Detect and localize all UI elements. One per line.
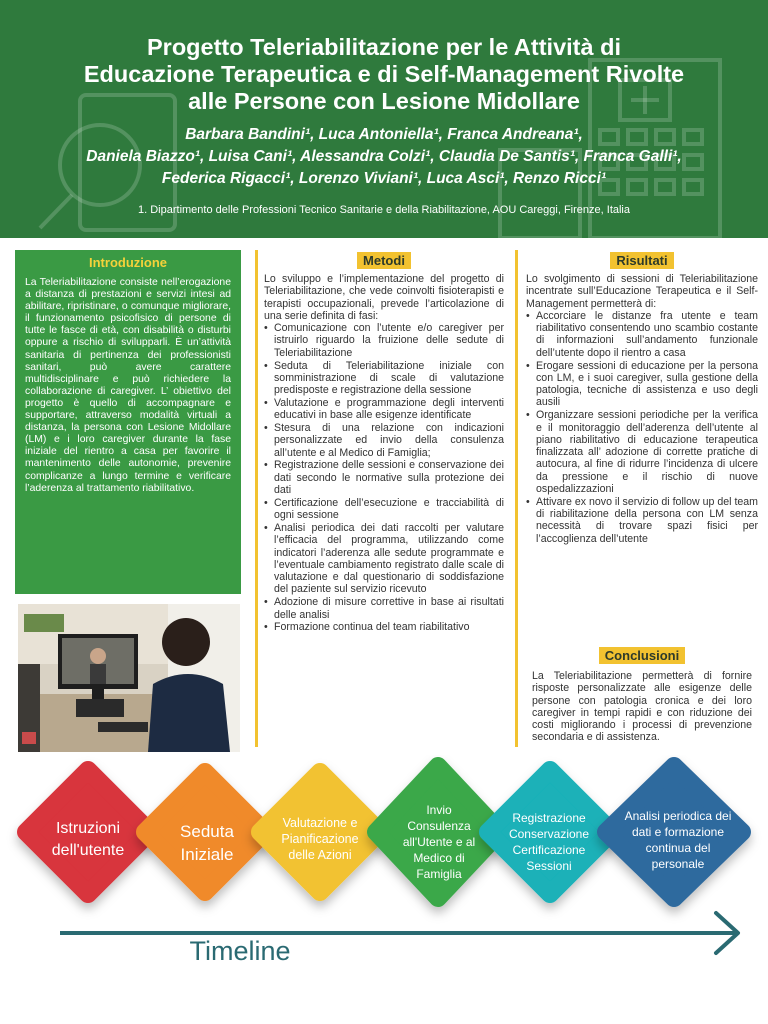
author-list — [0, 124, 768, 190]
author-line: Barbara Bandini¹, Luca Antoniella¹, Franca Andreana¹, — [185, 126, 583, 143]
step-label-line: Valutazione e — [282, 816, 358, 830]
step-label-line: continua del — [645, 841, 711, 855]
step-label-line: Iniziale — [180, 845, 234, 864]
list-item: • Erogare sessioni di educazione per la persona con LM, e i suoi caregiver, sulla gestione della patologia, tecniche di assistenza e uso degli ausili — [526, 360, 758, 409]
step-label-line: Conservazione — [508, 827, 590, 841]
conclusions-text: La Teleriabilitazione permetterà di fornire risposte personalizzate alle esigenze delle persone con patologia cronica e dei loro caregiver in tempi rapidi e con riduzione dei costi migliorando i processi di prevenzione secondaria e di assistenza. — [532, 670, 752, 744]
list-item: • Registrazione delle sessioni e conservazione dei dati secondo le normative sulla protezione dei dati — [264, 459, 504, 496]
timeline-step-2-label — [152, 820, 262, 866]
title-line: Educazione Terapeutica e di Self-Management Rivolte — [83, 61, 685, 87]
list-item: • Seduta di Teleriabilitazione iniziale con somministrazione di scale di valutazione predisposte e registrazione della sessione — [264, 360, 504, 397]
title-line: alle Persone con Lesione Midollare — [188, 88, 580, 114]
list-item: • Comunicazione con l’utente e/o caregiver per istruirlo riguardo la fruizione delle sedute di Teleriabilitazione — [264, 322, 504, 359]
step-label-line: dati e formazione — [631, 825, 725, 839]
telerehab-photo — [18, 604, 240, 752]
affiliation: 1. Dipartimento delle Professioni Tecnico Sanitarie e della Riabilitazione, AOU Careggi, Firenze, Italia — [138, 204, 630, 216]
step-label-line: delle Azioni — [288, 848, 352, 862]
results-list — [526, 310, 758, 545]
results-heading: Risultati — [610, 252, 673, 269]
conclusions-section — [532, 645, 752, 744]
list-item: • Adozione di misure correttive in base ai risultati delle analisi — [264, 596, 504, 621]
timeline-step-6-label — [604, 808, 752, 872]
step-label-line: Sessioni — [526, 859, 572, 873]
methods-text — [264, 273, 504, 634]
timeline-step-4-label — [380, 802, 498, 882]
step-label-line: Famiglia — [416, 867, 462, 881]
list-item: • Analisi periodica dei dati raccolti per valutare l’efficacia del programma, utilizzando come indicatori l’aderenza alle sedute programmate e l’eventuale cambiamento registrato dalle scale di valutazione e dal questionario di soddisfazione del paziente sul servizio ricevuto — [264, 522, 504, 596]
list-item: • Formazione continua del team riabilitativo — [264, 621, 504, 633]
list-item: • Organizzare sessioni periodiche per la verifica e il monitoraggio dell’aderenza dell’utente al piano riabilitativo di educazione terapeutica finalizzata all’ adozione di corrette pratiche di autocura, al fine di ridurre l’incidenza di ulcere da pressione e il rischio di nuove ospedalizzazioni — [526, 409, 758, 495]
step-label-line: personale — [651, 857, 705, 871]
results-text — [526, 273, 758, 545]
step-label-line: Certificazione — [512, 843, 586, 857]
methods-section — [264, 250, 504, 634]
column-divider — [255, 250, 258, 747]
list-item: • Attivare ex novo il servizio di follow up del team di riabilitazione della persona con LM senza necessità di trovare spazi fisici per l’accoglienza dell’utente — [526, 496, 758, 545]
column-divider — [515, 250, 518, 747]
timeline-step-5-label — [494, 810, 604, 874]
poster-title — [0, 34, 768, 115]
timeline-step-1-label — [28, 818, 148, 862]
list-item: • Valutazione e programmazione degli interventi educativi in base alle esigenze identificate — [264, 397, 504, 422]
step-label-line: all'Utente e al — [402, 835, 476, 849]
list-item: • Certificazione dell’esecuzione e tracciabilità di ogni sessione — [264, 497, 504, 522]
step-label-line: Pianificazione — [281, 832, 359, 846]
results-section — [526, 250, 758, 546]
methods-heading: Metodi — [357, 252, 411, 269]
step-label-line: Consulenza — [407, 819, 471, 833]
methods-list — [264, 322, 504, 633]
person-icon — [162, 618, 210, 666]
step-label-line: dell'utente — [51, 842, 125, 859]
introduction-text: La Teleriabilitazione consiste nell’erogazione a distanza di prestazioni e servizi intesi ad abilitare, ripristinare, o comunque migliorare, il funzionamento psicofisico di persone di tutte le fasce di età, con disabilità o disturbi oppure a rischio di svilupparli. È un’attività sanitaria di pertinenza dei professionisti sanitari, può avere carattere multidisciplinare e può richiedere la collaborazione di caregiver. L’ obiettivo del progetto è quello di accompagnare e supportare, attraverso modalità virtuali a distanza, la persona con Lesione Midollare (LM) e i loro caregiver durante la fase iniziale del rientro a casa per favorire il mantenimento delle autonomie, prevenire complicanze a lungo termine e verificare l’aderenza al trattamento riabilitativo. — [25, 277, 231, 494]
results-intro: Lo svolgimento di sessioni di Teleriabilitazione incentrate sull’Educazione Terapeutica e il Self-Management permetterà di: — [526, 273, 758, 310]
step-label-line: Seduta — [180, 822, 234, 841]
author-line: Daniela Biazzo¹, Luisa Cani¹, Alessandra Colzi¹, Claudia De Santis¹, Franca Galli¹, — [86, 148, 682, 165]
step-label-line: Analisi periodica dei — [624, 809, 732, 823]
introduction-section — [15, 250, 241, 594]
introduction-heading: Introduzione — [89, 255, 167, 270]
list-item: • Stesura di una relazione con indicazioni personalizzate ed invio della consulenza all’utente e al Medico di Famiglia; — [264, 422, 504, 459]
step-label-line: Registrazione — [512, 811, 586, 825]
step-label-line: Istruzioni — [55, 820, 121, 837]
step-label-line: Invio — [426, 803, 452, 817]
timeline-label: Timeline — [189, 936, 291, 966]
list-item: • Accorciare le distanze fra utente e team riabilitativo consentendo uno scambio costante di informazioni sull’andamento funzionale dell’utente dopo il rientro a casa — [526, 310, 758, 359]
methods-intro: Lo sviluppo e l’implementazione del progetto di Teleriabilitazione, che vede coinvolti fisioterapisti e terapisti occupazionali, prevede l’articolazione di una serie definita di fasi: — [264, 273, 504, 322]
timeline-graphic — [0, 755, 768, 1024]
poster-header — [0, 0, 768, 238]
timeline-step-3-label — [262, 815, 378, 863]
conclusions-heading: Conclusioni — [599, 647, 685, 664]
step-label-line: Medico di — [413, 851, 465, 865]
title-line: Progetto Teleriabilitazione per le Attività di — [147, 34, 621, 60]
author-line: Federica Rigacci¹, Lorenzo Viviani¹, Luca Asci¹, Renzo Ricci¹ — [161, 170, 607, 187]
